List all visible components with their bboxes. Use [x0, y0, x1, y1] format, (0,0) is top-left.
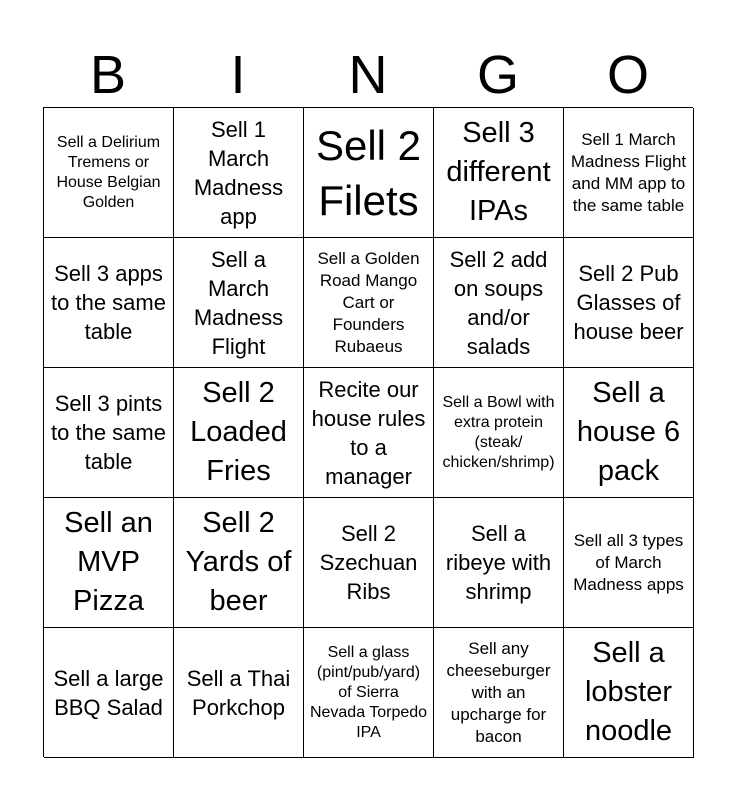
bingo-cell[interactable] — [564, 108, 694, 238]
bingo-cell[interactable] — [434, 628, 564, 758]
header-letter-n: N — [348, 45, 388, 105]
bingo-cell[interactable] — [304, 368, 434, 498]
bingo-cell[interactable] — [44, 238, 174, 368]
bingo-cell[interactable] — [174, 368, 304, 498]
cell-text: Sell 2 Szechuan Ribs — [319, 521, 418, 604]
cell-text: Sell a Delirium Tremens or House Belgian Golden — [56, 133, 161, 211]
header-letter-g: G — [476, 45, 519, 105]
cell-text: Sell 1 March Madness app — [193, 116, 284, 229]
cell-text: Sell 2 Loaded Fries — [190, 377, 287, 487]
cell-text: Sell 1 March Madness Flight and MM app to the same table — [570, 129, 687, 215]
cell-text: Sell a Golden Road Mango Cart or Founders Rubaeus — [317, 248, 420, 356]
bingo-cell[interactable] — [44, 628, 174, 758]
cell-text: Sell 3 pints to the same table — [51, 391, 166, 474]
bingo-cell[interactable] — [44, 498, 174, 628]
bingo-cell[interactable] — [304, 628, 434, 758]
cell-text: Sell a glass (pint/pub/yard) of Sierra Nevada Torpedo IPA — [309, 643, 428, 741]
cell-text: Sell a large BBQ Salad — [53, 665, 164, 720]
cell-text: Sell 2 add on soups and/or salads — [449, 246, 548, 359]
header-letter-b: B — [89, 45, 127, 105]
bingo-cell[interactable] — [174, 108, 304, 238]
bingo-cell[interactable] — [434, 498, 564, 628]
cell-text: Sell a Bowl with extra protein (steak/ chicken/shrimp) — [442, 393, 555, 471]
cell-text: Sell any cheeseburger with an upcharge for bacon — [446, 638, 551, 746]
bingo-cell[interactable] — [174, 498, 304, 628]
cell-text: Sell 3 apps to the same table — [51, 261, 166, 344]
bingo-cell[interactable] — [304, 238, 434, 368]
bingo-cell[interactable] — [564, 628, 694, 758]
bingo-cell[interactable] — [434, 108, 564, 238]
cell-text: Sell a March Madness Flight — [193, 246, 284, 359]
cell-text: Sell 2 Filets — [315, 121, 422, 224]
bingo-header — [43, 44, 693, 106]
bingo-cell[interactable] — [174, 628, 304, 758]
cell-text: Sell a ribeye with shrimp — [445, 521, 552, 604]
bingo-cell[interactable] — [564, 238, 694, 368]
bingo-cell[interactable] — [434, 368, 564, 498]
cell-text: Sell a house 6 pack — [576, 377, 681, 487]
cell-text: Sell a lobster noodle — [584, 637, 673, 747]
bingo-card — [43, 107, 693, 757]
bingo-cell[interactable] — [304, 498, 434, 628]
bingo-cell[interactable] — [564, 368, 694, 498]
cell-text: Sell 2 Pub Glasses of house beer — [573, 261, 684, 344]
cell-text: Recite our house rules to a manager — [311, 376, 426, 489]
bingo-cell[interactable] — [174, 238, 304, 368]
bingo-cell[interactable] — [564, 498, 694, 628]
header-letter-o: O — [606, 45, 649, 105]
header-letter-i: I — [230, 45, 246, 105]
bingo-cell[interactable] — [304, 108, 434, 238]
cell-text: Sell a Thai Porkchop — [186, 665, 291, 720]
cell-text: Sell 2 Yards of beer — [185, 507, 292, 617]
cell-text: Sell all 3 types of March Madness apps — [573, 530, 684, 594]
cell-text: Sell 3 different IPAs — [446, 117, 551, 227]
bingo-cell[interactable] — [44, 368, 174, 498]
cell-text: Sell an MVP Pizza — [64, 507, 153, 617]
bingo-cell[interactable] — [434, 238, 564, 368]
bingo-cell[interactable] — [44, 108, 174, 238]
